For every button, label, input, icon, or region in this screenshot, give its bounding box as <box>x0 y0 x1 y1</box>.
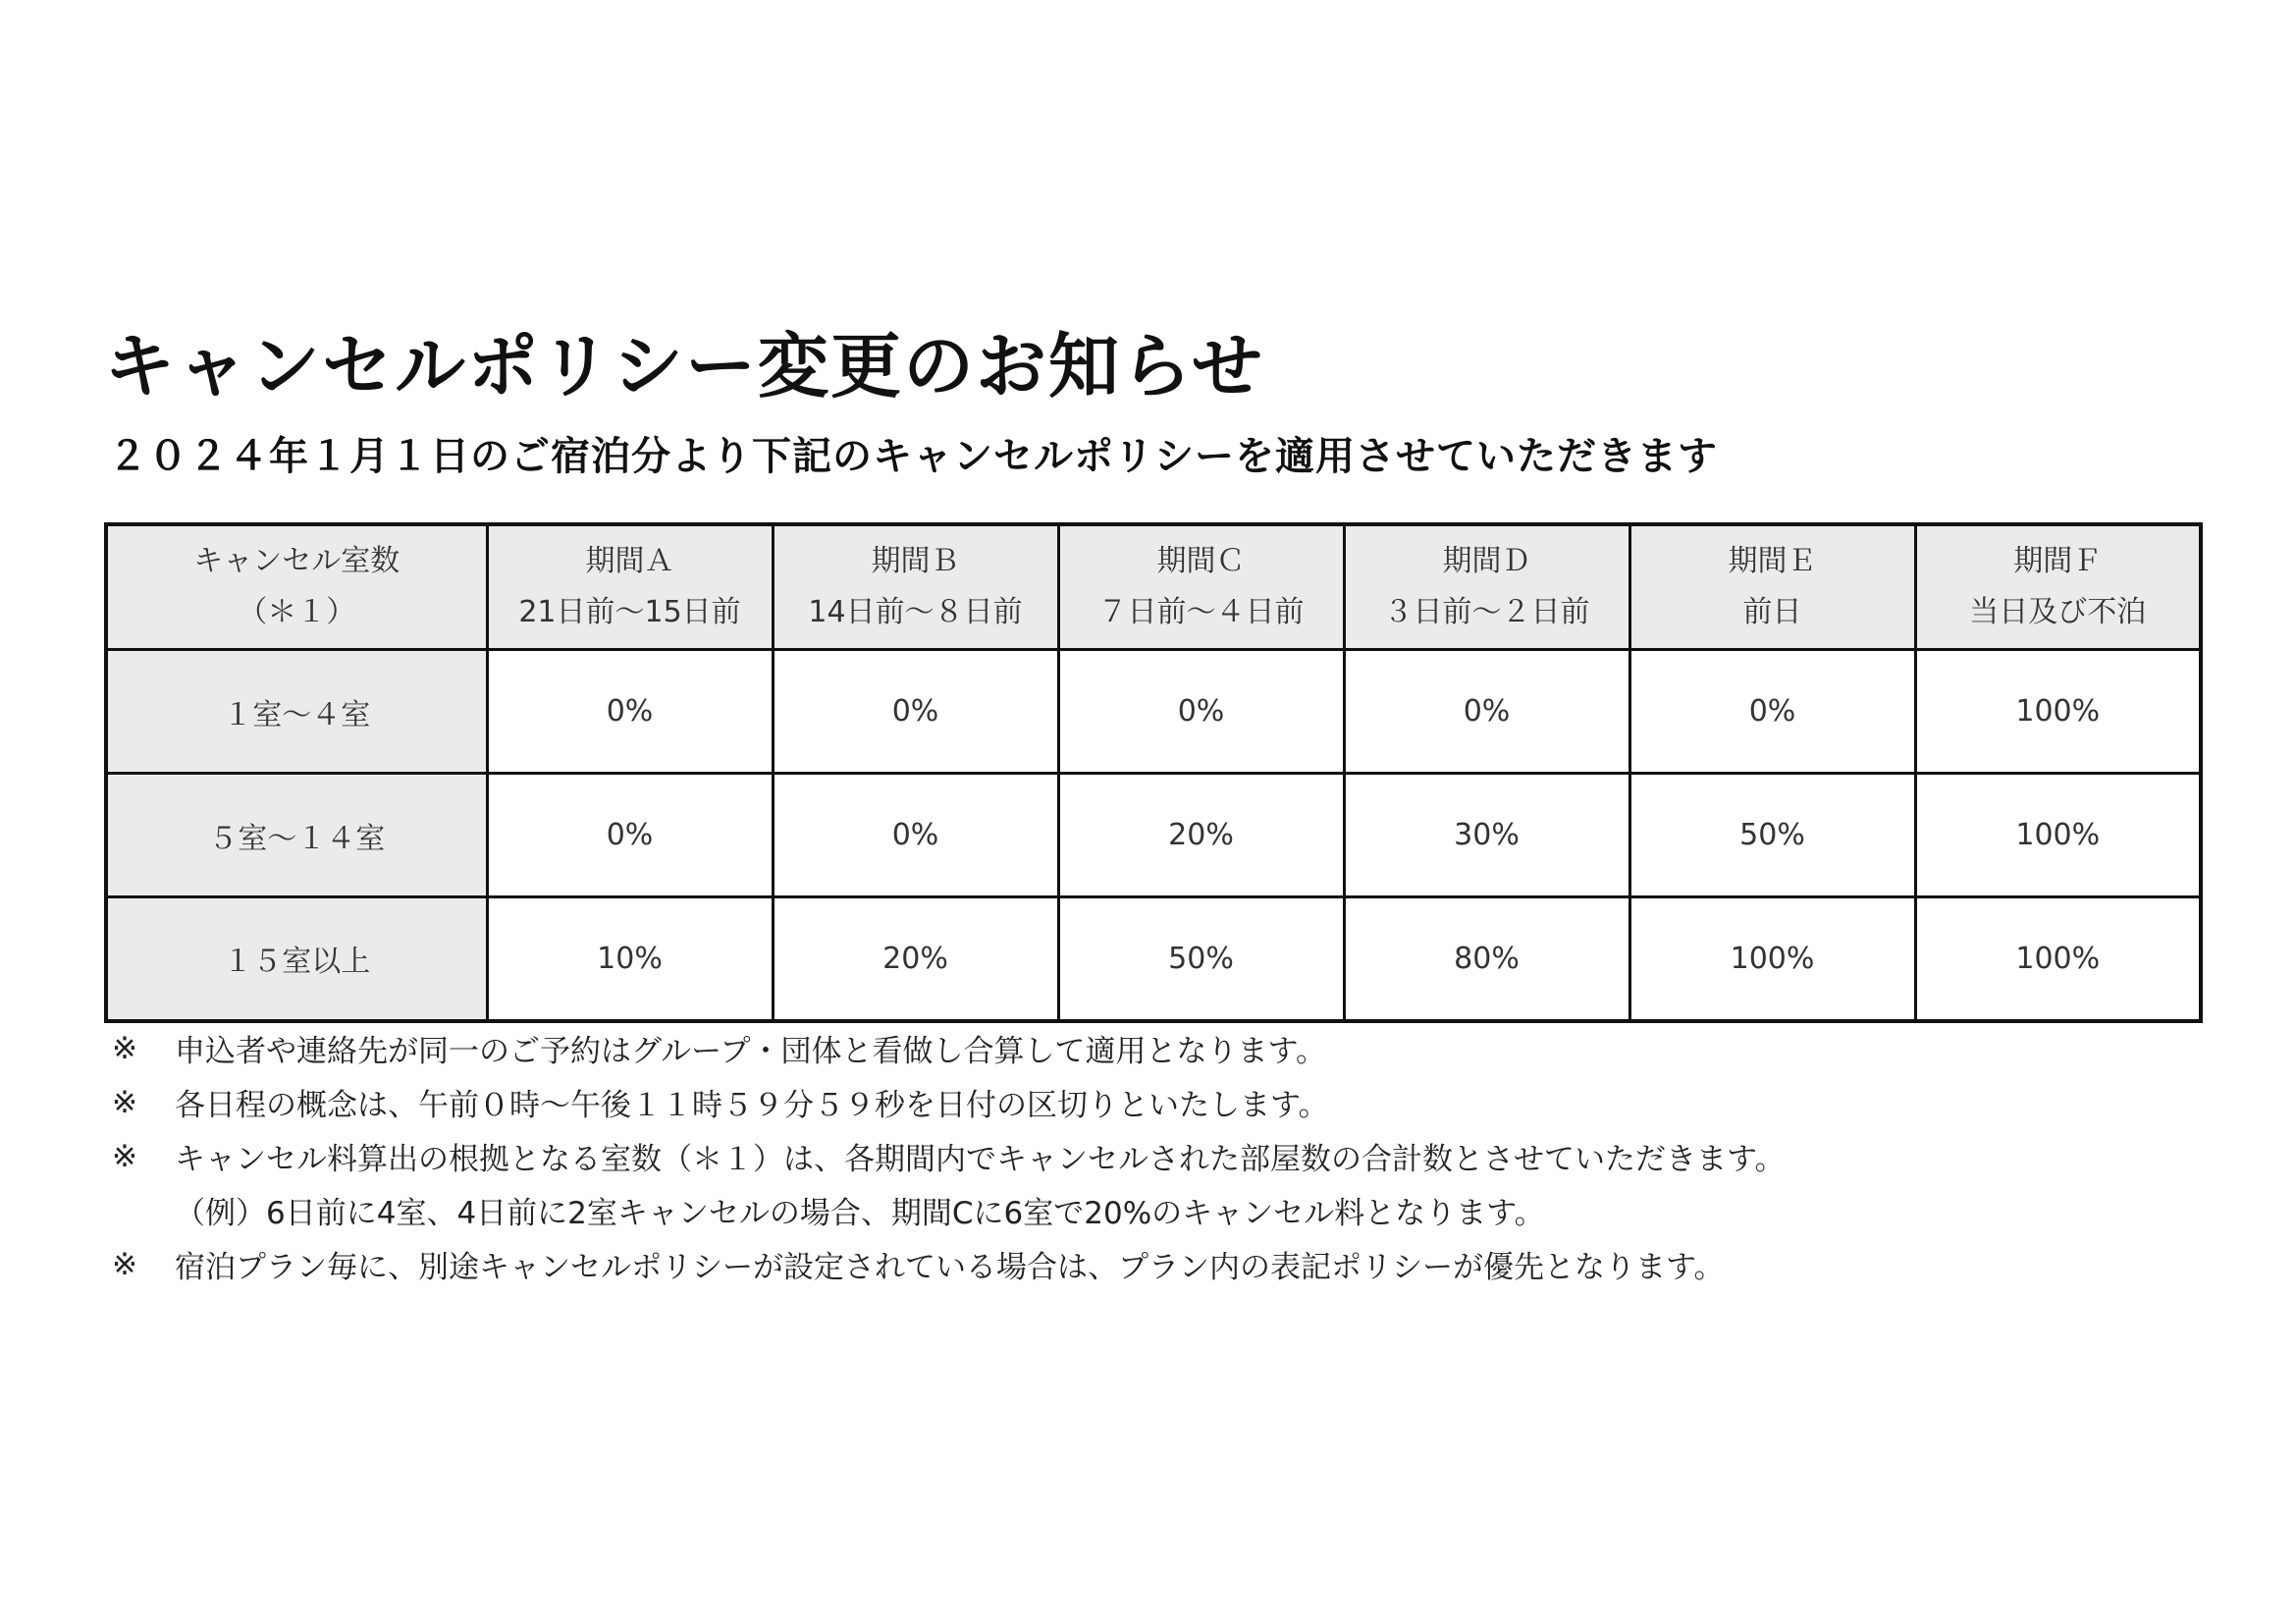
table-cell: 0% <box>1629 650 1915 774</box>
table-row <box>106 897 2201 1021</box>
header-period-b <box>773 524 1058 650</box>
period-range: 前日 <box>1742 595 1802 629</box>
table-header-row <box>106 524 2201 650</box>
table-cell: 20% <box>1058 774 1344 897</box>
period-range: 21日前～15日前 <box>518 595 741 629</box>
note-example <box>112 1183 2173 1237</box>
table-cell: 0% <box>1344 650 1629 774</box>
cancel-policy-table <box>104 522 2203 1023</box>
table-cell: 0% <box>773 774 1058 897</box>
note-mark: ※ <box>112 1084 137 1120</box>
table-cell: 100% <box>1629 897 1915 1021</box>
page-title: キャンセルポリシー変更のお知らせ <box>104 325 1264 407</box>
note-text: 各日程の概念は、午前０時～午後１１時５９分５９秒を日付の区切りといたします。 <box>175 1088 1329 1123</box>
header-room-count <box>106 524 487 650</box>
header-room-count-label: キャンセル室数 <box>193 544 400 578</box>
table-cell: 100% <box>1915 774 2201 897</box>
table-cell: 50% <box>1629 774 1915 897</box>
table-cell: 0% <box>487 650 773 774</box>
period-range: 14日前～８日前 <box>808 595 1023 629</box>
note-item <box>112 1021 2173 1075</box>
table-cell: 10% <box>487 897 773 1021</box>
note-item <box>112 1237 2173 1291</box>
table-row <box>106 650 2201 774</box>
header-room-count-note: （＊１） <box>238 595 356 629</box>
row-label: １５室以上 <box>106 897 487 1021</box>
table-cell: 20% <box>773 897 1058 1021</box>
row-label: ５室～１４室 <box>106 774 487 897</box>
header-period-f <box>1915 524 2201 650</box>
period-range: ７日前～４日前 <box>1097 595 1305 629</box>
period-name: 期間Ｆ <box>2013 544 2103 578</box>
period-range: 当日及び不泊 <box>1969 595 2147 629</box>
period-name: 期間Ｄ <box>1442 544 1531 578</box>
table-cell: 0% <box>1058 650 1344 774</box>
table-cell: 100% <box>1915 897 2201 1021</box>
note-text: キャンセル料算出の根拠となる室数（＊１）は、各期間内でキャンセルされた部屋数の合計数とさせていただきます。 <box>175 1142 1786 1177</box>
table-cell: 0% <box>487 774 773 897</box>
period-name: 期間Ｂ <box>871 544 960 578</box>
note-example-text: （例）6日前に4室、4日前に2室キャンセルの場合、期間Cに6室で20%のキャンセル料となります。 <box>175 1196 1545 1231</box>
table-cell: 50% <box>1058 897 1344 1021</box>
header-period-c <box>1058 524 1344 650</box>
header-period-a <box>487 524 773 650</box>
table-cell: 0% <box>773 650 1058 774</box>
note-item <box>112 1129 2173 1183</box>
table-cell: 100% <box>1915 650 2201 774</box>
note-mark: ※ <box>112 1138 137 1174</box>
period-name: 期間Ａ <box>585 544 674 578</box>
header-period-e <box>1629 524 1915 650</box>
period-name: 期間Ｅ <box>1728 544 1817 578</box>
period-range: ３日前～２日前 <box>1383 595 1590 629</box>
table-cell: 30% <box>1344 774 1629 897</box>
table-row <box>106 774 2201 897</box>
header-period-d <box>1344 524 1629 650</box>
table-cell: 80% <box>1344 897 1629 1021</box>
period-name: 期間Ｃ <box>1156 544 1246 578</box>
note-item <box>112 1075 2173 1129</box>
page-subtitle: ２０２４年１月１日のご宿泊分より下記のキャンセルポリシーを適用させていただきます <box>108 434 1718 479</box>
notes-list <box>112 1021 2173 1291</box>
note-text: 申込者や連絡先が同一のご予約はグループ・団体と看做し合算して適用となります。 <box>175 1034 1327 1069</box>
note-text: 宿泊プラン毎に、別途キャンセルポリシーが設定されている場合は、プラン内の表記ポリシーが優先となります。 <box>175 1250 1725 1285</box>
note-mark: ※ <box>112 1030 137 1066</box>
row-label: １室～４室 <box>106 650 487 774</box>
note-mark: ※ <box>112 1246 137 1282</box>
